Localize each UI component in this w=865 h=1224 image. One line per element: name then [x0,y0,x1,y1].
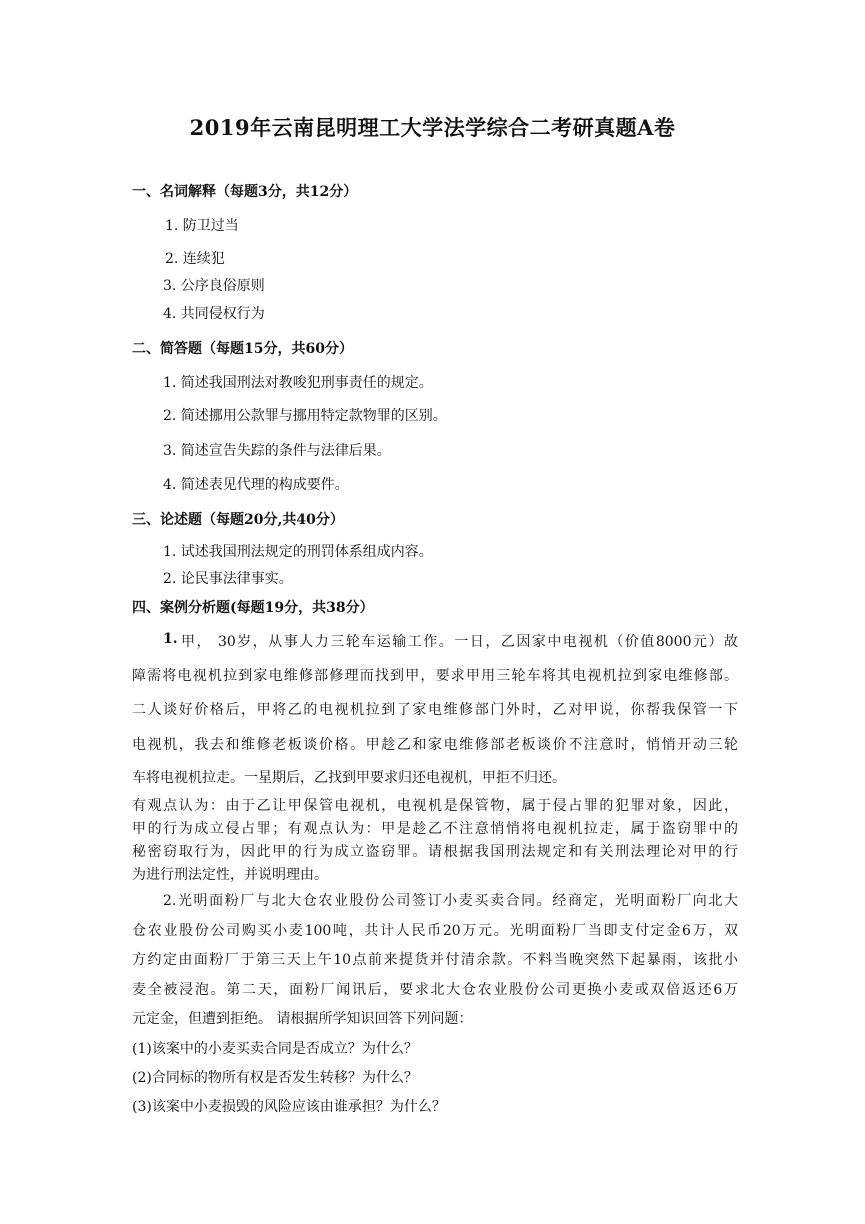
case-1-opinion-line-4: 为进行刑法定性，并说明理由。 [132,867,328,883]
case-1-opinion-line-2: 甲的行为成立侵占罪；有观点认为：甲是趁乙不注意悄悄将电视机拉走，属于盗窃罪中的 [132,821,738,837]
section-1-item-4: 4. 共同侵权行为 [163,306,265,322]
section-2-item-3: 3. 简述宣告失踪的条件与法律后果。 [163,443,391,459]
section-3-item-2: 2. 论民事法律事实。 [163,571,293,587]
section-1-item-2: 2. 连续犯 [165,251,225,267]
section-2-item-2: 2. 简述挪用公款罪与挪用特定款物罪的区别。 [163,408,447,424]
case-1-line-3: 二人谈好价格后，甲将乙的电视机拉到了家电维修部门外时，乙对甲说，你帮我保管一下 [132,702,738,718]
case-2-line-4: 麦全被浸泡。第二天，面粉厂闻讯后，要求北大仓农业股份公司更换小麦或双倍返还6万 [132,982,738,998]
section-1-item-1: 1. 防卫过当 [165,218,239,234]
case-2-line-1: 2.光明面粉厂与北大仓农业股份公司签订小麦买卖合同。经商定，光明面粉厂向北大 [163,893,738,909]
section-3-heading: 三、论述题（每题20分,共40分） [132,512,344,528]
section-3-item-1: 1. 试述我国刑法规定的刑罚体系组成内容。 [163,544,433,560]
section-4-heading: 四、案例分析题(每题19分，共38分） [132,600,374,616]
case-1-opinion-line-1: 有观点认为：由于乙让甲保管电视机，电视机是保管物，属于侵占罪的犯罪对象，因此， [132,798,738,814]
case-1-opinion-line-3: 秘密窃取行为，因此甲的行为成立盗窃罪。请根据我国刑法规定和有关刑法理论对甲的行 [132,844,738,860]
case-1-line-2: 障需将电视机拉到家电维修部修理而找到甲，要求甲用三轮车将其电视机拉到家电维修部。 [132,668,738,684]
case-1-number: 1. [163,631,178,647]
case-2-line-3: 方约定由面粉厂于第三天上午10点前来提货并付清余款。不料当晚突然下起暴雨，该批小 [132,952,738,968]
case-2-line-5: 元定金，但遭到拒绝。 请根据所学知识回答下列问题： [132,1011,473,1027]
case-1-line-5: 车将电视机拉走。一星期后，乙找到甲要求归还电视机，甲拒不归还。 [132,770,566,786]
case-2-question-2: (2)合同标的物所有权是否发生转移？为什么？ [132,1070,418,1086]
section-2-heading: 二、简答题（每题15分，共60分） [132,341,353,357]
case-2-line-2: 仓农业股份公司购买小麦100吨，共计人民币20万元。光明面粉厂当即支付定金6万，双 [132,923,738,939]
case-1-line-4: 电视机，我去和维修老板谈价格。甲趁乙和家电维修部老板谈价不注意时，悄悄开动三轮 [132,737,738,753]
section-1-heading: 一、名词解释（每题3分，共12分） [132,184,358,200]
document-title: 2019年云南昆明理工大学法学综合二考研真题A卷 [189,115,676,140]
case-2-question-3: (3)该案中小麦损毁的风险应该由谁承担？为什么？ [132,1099,446,1115]
section-2-item-1: 1. 简述我国刑法对教唆犯刑事责任的规定。 [163,375,433,391]
case-2-question-1: (1)该案中的小麦买卖合同是否成立？为什么？ [132,1041,418,1057]
section-2-item-4: 4. 简述表见代理的构成要件。 [163,477,349,493]
case-1-line-1: 甲， 30岁，从事人力三轮车运输工作。一日，乙因家中电视机（价值8000元）故 [181,634,738,650]
section-1-item-3: 3. 公序良俗原则 [163,278,265,294]
